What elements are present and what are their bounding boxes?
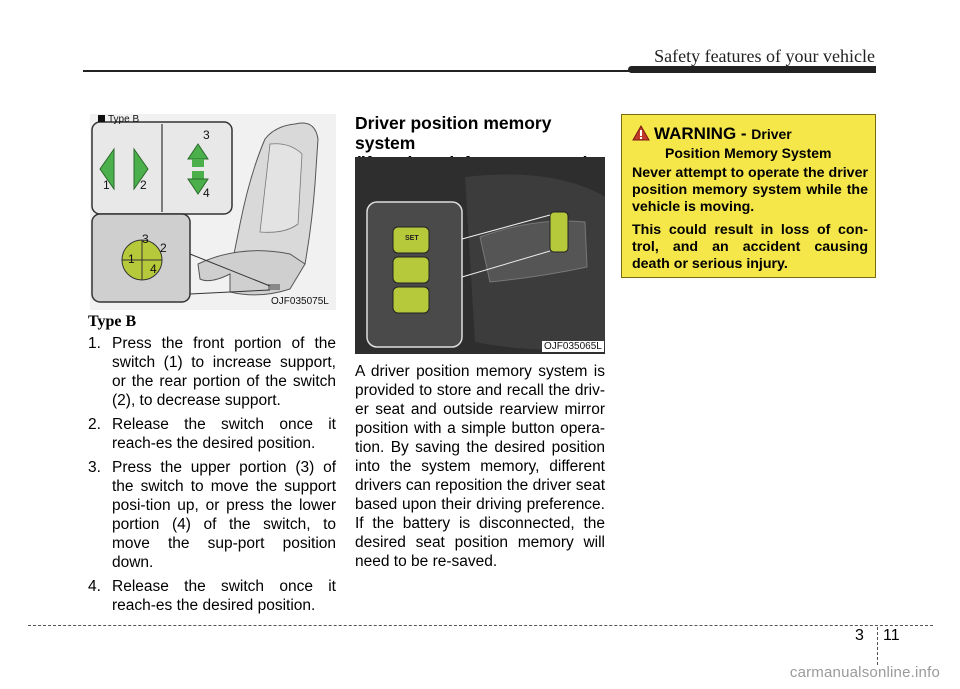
figure-code: OJF035065L <box>544 341 602 352</box>
header-tab <box>628 66 876 73</box>
footer-rule <box>28 625 933 626</box>
callout-3-top: 3 <box>203 128 210 142</box>
step-item: 1. Press the front portion of the switch (1) to increase support, or the rear portion of the switch (2), to decrease support. <box>88 335 336 409</box>
callout-2-top: 2 <box>140 178 147 192</box>
set-button-label: SET <box>405 235 419 242</box>
callout-2-bottom: 2 <box>160 241 167 255</box>
page-divider <box>877 627 878 665</box>
figure-type-label: Type B <box>108 114 140 125</box>
warning-body <box>632 165 868 279</box>
page-number: 11 <box>883 627 900 644</box>
type-b-heading: Type B <box>88 313 137 330</box>
step-item: 2. Release the switch once it reach-es the desired position. <box>88 416 336 452</box>
section-number: 3 <box>855 627 864 644</box>
figure-code: OJF035075L <box>271 296 329 307</box>
seat-illustration <box>90 114 336 310</box>
warning-triangle-icon <box>632 125 650 141</box>
callout-1-bottom: 1 <box>128 252 135 266</box>
warning-topic-line2: Position Memory System <box>665 145 832 161</box>
callout-4-top: 4 <box>203 186 210 200</box>
seat-lumbar-figure <box>90 114 336 310</box>
callout-4-bottom: 4 <box>150 262 157 276</box>
type-b-steps <box>88 334 336 620</box>
watermark: carmanualsonline.info <box>789 664 940 681</box>
callout-3-bottom: 3 <box>142 232 149 246</box>
figure-type-tag <box>98 114 139 125</box>
step-item: 4. Release the switch once it reach-es the desired position. <box>88 578 336 614</box>
warning-para-1: Never attempt to operate the driver position memory system while the vehicle is moving. <box>632 165 868 215</box>
memory-system-body: A driver position memory system is provided to store and recall the driv-er seat and outside rearview mirror position with a simple button opera-tion. By saving the desired position into the system memory, different drivers can reposition the driver seat based upon their driving preference. If the battery is disconnected, the desired seat position memory will need to be re-saved. <box>355 363 605 570</box>
warning-label: WARNING - <box>654 124 752 143</box>
warning-para-2: This could result in loss of con-trol, and an accident causing death or serious injury. <box>632 222 868 272</box>
memory-system-heading: Driver position memory system <box>355 113 552 153</box>
square-bullet-icon <box>98 115 105 122</box>
callout-1-top: 1 <box>103 178 110 192</box>
door-panel-illustration <box>355 157 605 354</box>
running-header: Safety features of your vehicle <box>654 46 875 66</box>
step-item: 3. Press the upper portion (3) of the switch to move the support posi-tion up, or press the lower portion (4) of the switch, to move the sup-port position down. <box>88 459 336 571</box>
warning-heading <box>632 124 792 144</box>
warning-topic: Driver <box>751 126 792 142</box>
memory-buttons-figure <box>355 157 605 354</box>
